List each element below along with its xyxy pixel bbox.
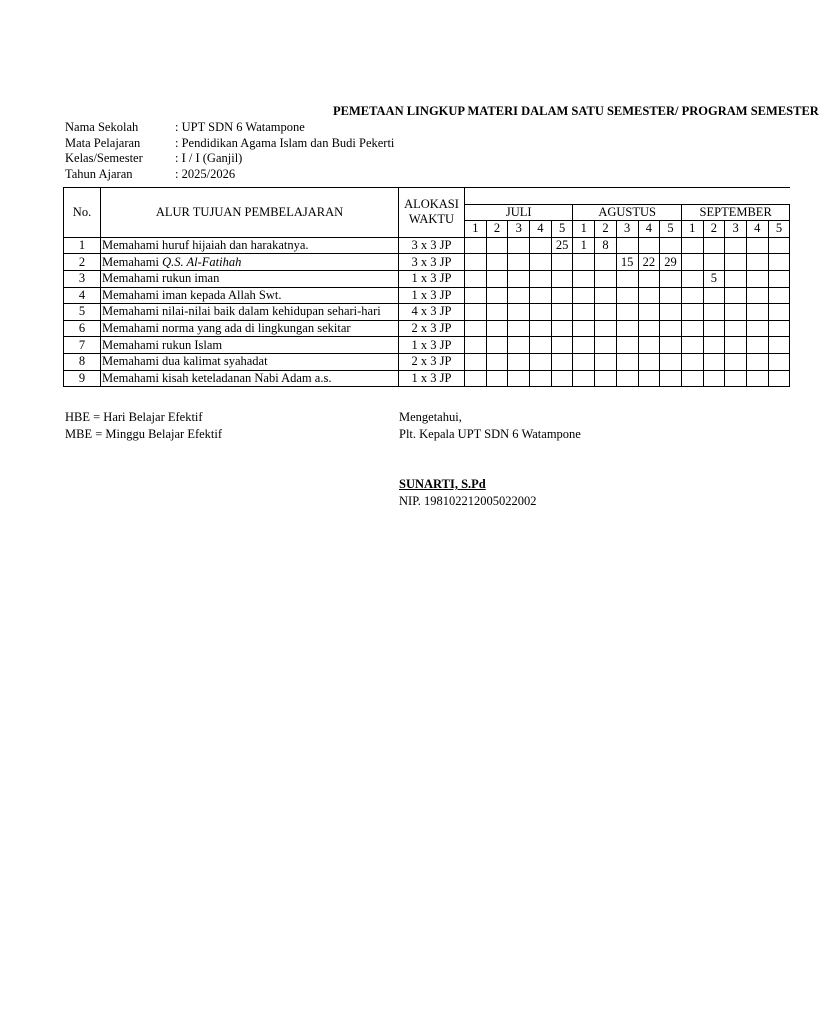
signature-block (399, 409, 581, 508)
schedule-cell (660, 287, 682, 304)
schedule-cell (551, 270, 573, 287)
table-row (64, 304, 790, 321)
schedule-cell (595, 254, 617, 271)
week-header: 1 (681, 221, 703, 238)
schedule-cell (768, 337, 790, 354)
row-atp (101, 320, 399, 337)
schedule-cell (486, 320, 508, 337)
schedule-cell (703, 237, 725, 254)
schedule-cell: 25 (551, 237, 573, 254)
header-atp: ALUR TUJUAN PEMBELAJARAN (101, 188, 399, 238)
schedule-cell: 29 (660, 254, 682, 271)
schedule-cell (746, 304, 768, 321)
schedule-cell (530, 270, 552, 287)
row-atp (101, 237, 399, 254)
schedule-cell (573, 320, 595, 337)
schedule-cell: 22 (638, 254, 660, 271)
schedule-cell: 5 (703, 270, 725, 287)
schedule-cell: 15 (616, 254, 638, 271)
schedule-cell (551, 254, 573, 271)
schedule-cell (660, 237, 682, 254)
row-atp (101, 370, 399, 387)
schedule-cell (616, 337, 638, 354)
schedule-cell (681, 254, 703, 271)
schedule-cell (681, 353, 703, 370)
month-header: AGUSTUS (573, 204, 681, 221)
row-no: 7 (64, 337, 101, 354)
schedule-cell (638, 320, 660, 337)
row-atp-text: Memahami (102, 254, 163, 269)
week-header: 5 (660, 221, 682, 238)
row-atp (101, 270, 399, 287)
schedule-cell (746, 254, 768, 271)
schedule-cell (465, 254, 487, 271)
week-header: 4 (638, 221, 660, 238)
schedule-cell (465, 370, 487, 387)
row-alokasi: 2 x 3 JP (399, 320, 465, 337)
week-header: 2 (703, 221, 725, 238)
schedule-cell (573, 353, 595, 370)
schedule-cell (508, 287, 530, 304)
schedule-cell (660, 270, 682, 287)
schedule-cell (595, 337, 617, 354)
schedule-cell (508, 304, 530, 321)
schedule-cell (551, 287, 573, 304)
schedule-cell (768, 270, 790, 287)
row-atp (101, 337, 399, 354)
table-row (64, 270, 790, 287)
schedule-cell (725, 254, 747, 271)
row-no: 3 (64, 270, 101, 287)
schedule-cell (551, 337, 573, 354)
schedule-cell (486, 287, 508, 304)
schedule-cell (530, 320, 552, 337)
schedule-cell (703, 337, 725, 354)
schedule-cell (703, 370, 725, 387)
schedule-cell (573, 370, 595, 387)
row-atp (101, 304, 399, 321)
header-alokasi-line2: WAKTU (408, 212, 455, 227)
schedule-cell (660, 370, 682, 387)
schedule-cell (530, 237, 552, 254)
schedule-cell (616, 304, 638, 321)
signature-name: SUNARTI, S.Pd (399, 477, 486, 491)
schedule-cell (508, 237, 530, 254)
schedule-cell (703, 254, 725, 271)
row-no: 4 (64, 287, 101, 304)
schedule-cell (508, 320, 530, 337)
week-header: 3 (508, 221, 530, 238)
schedule-cell (551, 320, 573, 337)
schedule-cell (465, 287, 487, 304)
meta-label: Kelas/Semester (65, 151, 143, 165)
row-alokasi: 2 x 3 JP (399, 353, 465, 370)
schedule-cell (725, 353, 747, 370)
row-no: 2 (64, 254, 101, 271)
row-alokasi: 1 x 3 JP (399, 370, 465, 387)
schedule-cell (725, 337, 747, 354)
schedule-cell (530, 304, 552, 321)
mapping-table (63, 187, 790, 387)
schedule-cell (746, 337, 768, 354)
schedule-cell (746, 353, 768, 370)
schedule-cell (660, 304, 682, 321)
schedule-cell (530, 353, 552, 370)
schedule-cell (530, 287, 552, 304)
schedule-cell (638, 353, 660, 370)
schedule-cell (595, 287, 617, 304)
schedule-cell (595, 370, 617, 387)
row-alokasi: 1 x 3 JP (399, 270, 465, 287)
signature-position: Plt. Kepala UPT SDN 6 Watampone (399, 427, 581, 441)
row-atp (101, 287, 399, 304)
row-alokasi: 4 x 3 JP (399, 304, 465, 321)
schedule-cell (681, 320, 703, 337)
schedule-cell (465, 320, 487, 337)
week-header: 5 (768, 221, 790, 238)
week-header: 3 (616, 221, 638, 238)
header-alokasi-line1: ALOKASI (404, 197, 459, 212)
month-header: SEPTEMBER (681, 204, 790, 221)
schedule-cell (530, 337, 552, 354)
row-alokasi: 1 x 3 JP (399, 287, 465, 304)
schedule-cell (486, 270, 508, 287)
schedule-cell (465, 237, 487, 254)
schedule-cell (681, 270, 703, 287)
schedule-cell: 1 (573, 237, 595, 254)
schedule-cell (660, 337, 682, 354)
schedule-cell (616, 370, 638, 387)
schedule-cell (638, 270, 660, 287)
mapping-table-wrap (63, 187, 783, 387)
signature-nip: NIP. 198102212005022002 (399, 494, 537, 508)
row-no: 6 (64, 320, 101, 337)
row-no: 9 (64, 370, 101, 387)
row-atp-text: Memahami rukun Islam (102, 337, 223, 352)
legend-mbe: MBE = Minggu Belajar Efektif (65, 427, 223, 441)
schedule-cell (486, 370, 508, 387)
schedule-cell (486, 254, 508, 271)
schedule-cell (508, 370, 530, 387)
schedule-cell (746, 370, 768, 387)
schedule-cell (746, 270, 768, 287)
week-header: 5 (551, 221, 573, 238)
schedule-cell (508, 254, 530, 271)
table-row (64, 320, 790, 337)
schedule-cell (768, 287, 790, 304)
row-alokasi: 3 x 3 JP (399, 254, 465, 271)
table-row (64, 353, 790, 370)
table-row (64, 370, 790, 387)
schedule-cell (551, 304, 573, 321)
schedule-cell (681, 304, 703, 321)
schedule-cell (508, 270, 530, 287)
week-header: 2 (486, 221, 508, 238)
schedule-cell (681, 337, 703, 354)
schedule-cell (465, 337, 487, 354)
schedule-cell (746, 287, 768, 304)
table-row (64, 237, 790, 254)
schedule-cell (638, 337, 660, 354)
schedule-cell (616, 270, 638, 287)
schedule-cell (681, 370, 703, 387)
schedule-cell (486, 353, 508, 370)
schedule-cell (465, 353, 487, 370)
schedule-cell (595, 353, 617, 370)
schedule-cell (660, 320, 682, 337)
schedule-cell (573, 337, 595, 354)
header-alokasi (399, 188, 465, 238)
schedule-cell (725, 237, 747, 254)
row-atp-text: Memahami nilai-nilai baik dalam kehidupan sehari-hari (102, 304, 381, 319)
meta-value: : I / I (Ganjil) (175, 151, 243, 165)
schedule-cell (703, 320, 725, 337)
month-header: JULI (465, 204, 573, 221)
schedule-cell (746, 237, 768, 254)
schedule-cell (725, 287, 747, 304)
schedule-cell (573, 254, 595, 271)
signature-acknowledged: Mengetahui, (399, 410, 462, 424)
schedule-cell (768, 320, 790, 337)
schedule-cell (725, 320, 747, 337)
meta-value: : UPT SDN 6 Watampone (175, 120, 305, 134)
week-header: 1 (573, 221, 595, 238)
meta-label: Mata Pelajaran (65, 135, 141, 150)
schedule-cell (725, 370, 747, 387)
schedule-cell (465, 304, 487, 321)
table-row (64, 254, 790, 271)
row-atp-text: Memahami iman kepada Allah Swt. (102, 287, 282, 302)
schedule-cell (573, 304, 595, 321)
row-atp (101, 254, 399, 271)
schedule-cell (530, 370, 552, 387)
schedule-cell (746, 320, 768, 337)
schedule-cell (768, 237, 790, 254)
schedule-cell (638, 370, 660, 387)
schedule-cell (768, 304, 790, 321)
schedule-cell (703, 353, 725, 370)
header-no: No. (64, 188, 101, 238)
row-atp (101, 353, 399, 370)
schedule-cell (616, 287, 638, 304)
schedule-cell (486, 304, 508, 321)
table-row (64, 287, 790, 304)
meta-label: Nama Sekolah (65, 120, 139, 134)
row-atp-text: Memahami rukun iman (102, 271, 220, 286)
schedule-cell (616, 237, 638, 254)
schedule-cell (638, 304, 660, 321)
schedule-cell (768, 353, 790, 370)
schedule-cell (486, 337, 508, 354)
row-atp-text: Memahami huruf hijaiah dan harakatnya. (102, 238, 309, 253)
header-row (64, 188, 790, 205)
schedule-cell (508, 337, 530, 354)
row-atp-text: Memahami norma yang ada di lingkungan sekitar (102, 321, 351, 336)
schedule-cell (573, 270, 595, 287)
meta-label: Tahun Ajaran (65, 166, 133, 181)
schedule-cell (508, 353, 530, 370)
legend-hbe: HBE = Hari Belajar Efektif (65, 410, 203, 424)
header-schedule-blank (465, 188, 790, 205)
schedule-cell (595, 320, 617, 337)
schedule-cell (725, 304, 747, 321)
row-alokasi: 1 x 3 JP (399, 337, 465, 354)
week-header: 1 (465, 221, 487, 238)
schedule-cell (616, 320, 638, 337)
schedule-cell (465, 270, 487, 287)
schedule-cell (551, 370, 573, 387)
row-atp-text: Memahami kisah keteladanan Nabi Adam a.s. (102, 370, 332, 385)
schedule-cell (616, 353, 638, 370)
row-no: 5 (64, 304, 101, 321)
legend (65, 409, 222, 443)
schedule-cell (638, 287, 660, 304)
row-alokasi: 3 x 3 JP (399, 237, 465, 254)
schedule-cell (703, 287, 725, 304)
schedule-cell (595, 270, 617, 287)
week-header: 4 (746, 221, 768, 238)
schedule-cell: 8 (595, 237, 617, 254)
row-atp-text: Memahami dua kalimat syahadat (102, 354, 268, 369)
meta-value: : 2025/2026 (175, 166, 236, 181)
schedule-cell (486, 237, 508, 254)
schedule-cell (595, 304, 617, 321)
schedule-cell (660, 353, 682, 370)
schedule-cell (703, 304, 725, 321)
schedule-cell (530, 254, 552, 271)
week-header: 3 (725, 221, 747, 238)
week-header: 4 (530, 221, 552, 238)
schedule-cell (681, 287, 703, 304)
row-no: 1 (64, 237, 101, 254)
schedule-cell (638, 237, 660, 254)
schedule-cell (768, 370, 790, 387)
schedule-cell (681, 237, 703, 254)
row-atp-italic: Q.S. Al-Fatihah (162, 254, 242, 269)
table-row (64, 337, 790, 354)
schedule-cell (551, 353, 573, 370)
document-title: PEMETAAN LINGKUP MATERI DALAM SATU SEMESTER/ PROGRAM SEMESTER (333, 104, 819, 118)
schedule-cell (725, 270, 747, 287)
week-header: 2 (595, 221, 617, 238)
meta-value: : Pendidikan Agama Islam dan Budi Pekerti (175, 135, 395, 150)
schedule-cell (768, 254, 790, 271)
row-no: 8 (64, 353, 101, 370)
schedule-cell (573, 287, 595, 304)
